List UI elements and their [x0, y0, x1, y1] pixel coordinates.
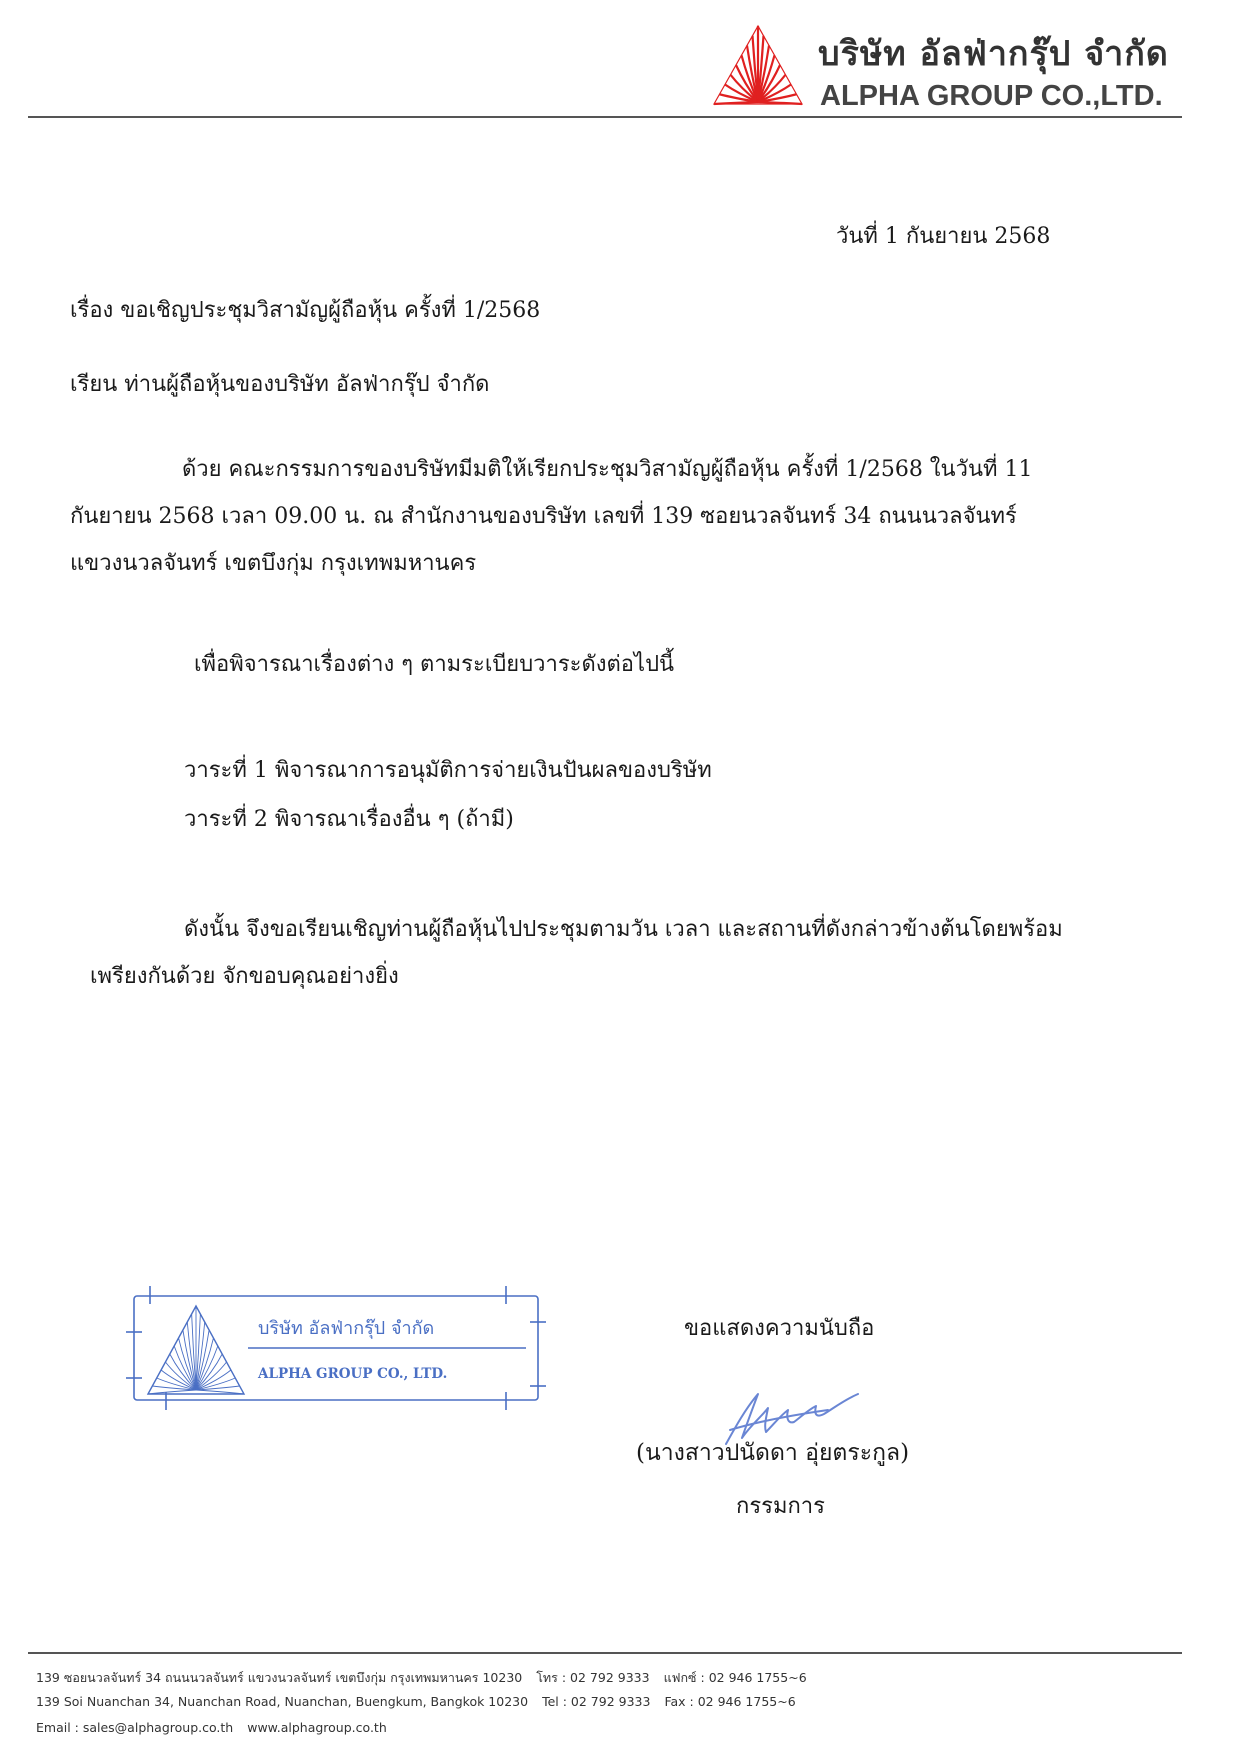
footer-address-thai: 139 ซอยนวลจันทร์ 34 ถนนนวลจันทร์ แขวงนวลจันทร์ เขตบึงกุ่ม กรุงเทพมหานคร 10230: [36, 1670, 523, 1685]
company-name-english: ALPHA GROUP CO.,LTD.: [820, 80, 1163, 112]
footer-phone-english: Tel : 02 792 9333: [542, 1694, 651, 1709]
regards-text: ขอแสดงความนับถือ: [684, 1316, 875, 1341]
stamp-name-thai: บริษัท อัลฟ่ากรุ๊ป จำกัด: [258, 1318, 435, 1339]
body-line-1: ด้วย คณะกรรมการของบริษัทมีมติให้เรียกประชุมวิสามัญผู้ถือหุ้น ครั้งที่ 1/2568 ในวันที่ 11: [182, 457, 1033, 482]
signatory-title: กรรมการ: [736, 1494, 825, 1519]
letter-salutation: เรียน ท่านผู้ถือหุ้นของบริษัท อัลฟ่ากรุ๊ป จำกัด: [70, 372, 490, 397]
footer-divider: [28, 1652, 1182, 1654]
body-line-3: แขวงนวลจันทร์ เขตบึงกุ่ม กรุงเทพมหานคร: [70, 551, 477, 576]
letter-subject: เรื่อง ขอเชิญประชุมวิสามัญผู้ถือหุ้น ครั้งที่ 1/2568: [70, 298, 541, 323]
company-name-thai: บริษัท อัลฟ่ากรุ๊ป จำกัด: [818, 34, 1169, 74]
closing-line-2: เพรียงกันด้วย จักขอบคุณอย่างยิ่ง: [90, 964, 399, 989]
closing-paragraph: [90, 906, 1063, 1000]
purpose-statement: เพื่อพิจารณาเรื่องต่าง ๆ ตามระเบียบวาระดังต่อไปนี้: [194, 652, 675, 677]
footer-email: Email : sales@alphagroup.co.th: [36, 1720, 234, 1735]
body-paragraph: [70, 446, 1180, 587]
company-stamp-graphic: [126, 1282, 546, 1412]
body-line-2: กันยายน 2568 เวลา 09.00 น. ณ สำนักงานของบริษัท เลขที่ 139 ซอยนวลจันทร์ 34 ถนนนวลจันทร์: [70, 504, 1017, 529]
stamp-name-english: ALPHA GROUP CO., LTD.: [258, 1366, 448, 1382]
alpha-group-logo-icon: [710, 22, 806, 106]
footer-contact-english: [36, 1694, 796, 1709]
agenda-item-1: วาระที่ 1 พิจารณาการอนุมัติการจ่ายเงินปันผลของบริษัท: [184, 758, 712, 783]
footer-fax-english: Fax : 02 946 1755~6: [664, 1694, 796, 1709]
footer-website: www.alphagroup.co.th: [247, 1720, 387, 1735]
agenda-item-2: วาระที่ 2 พิจารณาเรื่องอื่น ๆ (ถ้ามี): [184, 807, 514, 832]
letter-date: วันที่ 1 กันยายน 2568: [836, 224, 1051, 249]
header-divider: [28, 116, 1182, 118]
footer-fax-thai: แฟกซ์ : 02 946 1755~6: [663, 1670, 807, 1685]
closing-line-1: ดังนั้น จึงขอเรียนเชิญท่านผู้ถือหุ้นไปประชุมตามวัน เวลา และสถานที่ดังกล่าวข้างต้นโดยพร้อม: [184, 917, 1063, 942]
company-stamp: [126, 1282, 546, 1412]
footer-address-english: 139 Soi Nuanchan 34, Nuanchan Road, Nuanchan, Buengkum, Bangkok 10230: [36, 1694, 529, 1709]
footer-online-contact: [36, 1720, 387, 1735]
signatory-name: (นางสาวปนัดดา อุ่ยตระกูล): [636, 1440, 910, 1466]
footer-phone-thai: โทร : 02 792 9333: [536, 1670, 650, 1685]
footer-contact-thai: [36, 1668, 807, 1688]
